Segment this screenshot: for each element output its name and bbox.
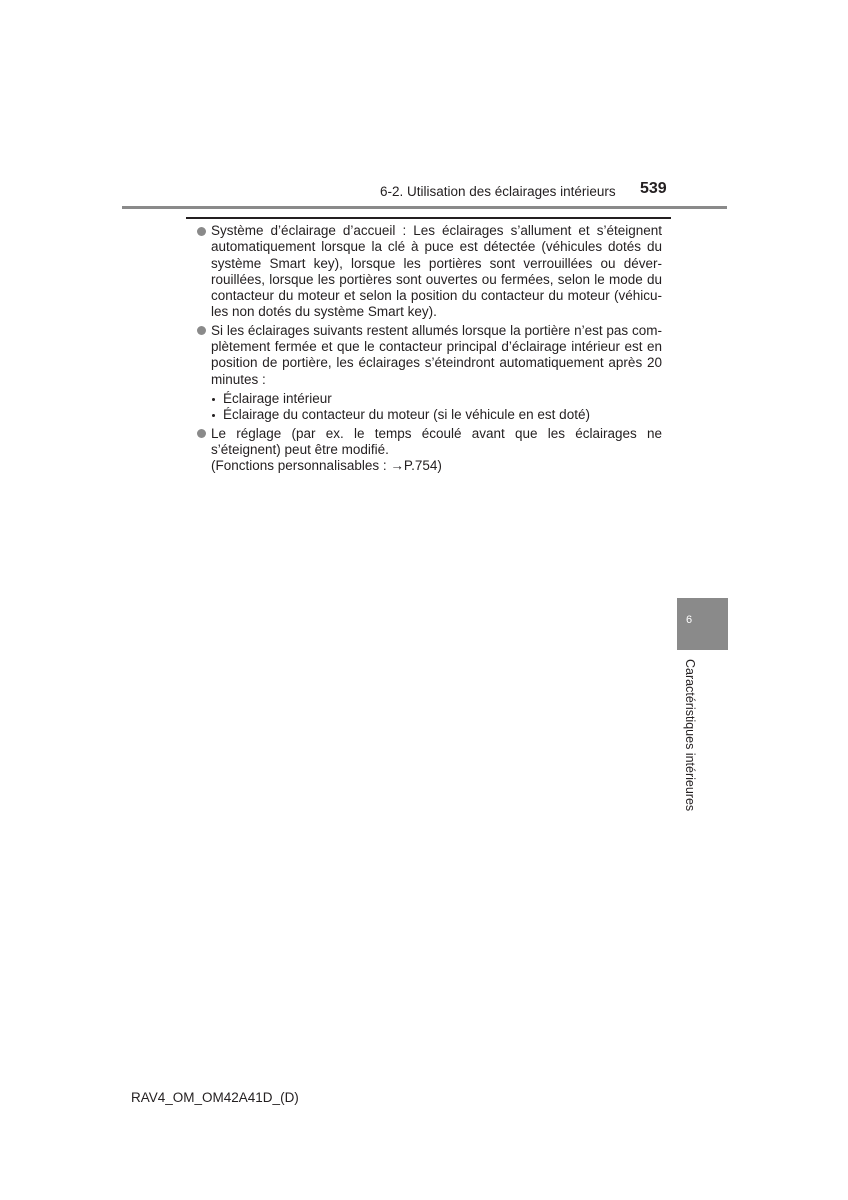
- paragraph-line: Le réglage (par ex. le temps écoulé avant que les éclairages ne s’éteignent): [211, 425, 662, 457]
- paragraph-line: 20 minutes :: [211, 355, 662, 387]
- list-item: [211, 407, 662, 423]
- chapter-number: 6: [686, 614, 693, 626]
- chapter-tab: [677, 598, 728, 650]
- paragraph-line: système Smart key), lorsque les portières sont verrouillées ou déver-: [211, 255, 662, 271]
- list-item-label: Éclairage du contacteur du moteur (si le véhicule en est doté): [223, 407, 590, 423]
- paragraph-line: les non dotés du système Smart key).: [211, 304, 437, 320]
- section-title: 6-2. Utilisation des éclairages intérieurs: [380, 184, 616, 199]
- paragraph-line: peut être modifié.: [284, 441, 389, 457]
- bullet-paragraph: [197, 323, 662, 388]
- dot-bullet-icon: [212, 414, 215, 417]
- header-rule: [122, 206, 727, 209]
- sub-list: [197, 391, 662, 424]
- page-number: 539: [640, 180, 667, 197]
- cross-reference-note: (Fonctions personnalisables : →P.754): [211, 458, 442, 474]
- circle-bullet-icon: [197, 429, 206, 438]
- circle-bullet-icon: [197, 227, 206, 236]
- paragraph-line: plètement fermée et que le contacteur principal d’éclairage intérieur est en: [211, 339, 662, 355]
- paragraph-line: contacteur du moteur et selon la position du contacteur du moteur (véhicu-: [211, 288, 662, 304]
- document-code: RAV4_OM_OM42A41D_(D): [131, 1090, 299, 1105]
- circle-bullet-icon: [197, 326, 206, 335]
- chapter-title: Caractéristiques intérieures: [683, 659, 697, 812]
- paragraph-line: automatiquement lorsque la clé à puce est détectée (véhicules dotés du: [211, 239, 662, 255]
- bullet-paragraph: [197, 426, 662, 459]
- list-item-label: Éclairage intérieur: [223, 390, 332, 406]
- main-content: [197, 223, 662, 474]
- bullet-paragraph: [197, 223, 662, 321]
- paragraph-line: Système d’éclairage d’accueil : Les éclairages s’allument et s’éteignent: [211, 223, 662, 238]
- list-item: [211, 391, 662, 407]
- paragraph-line: position de portière, les éclairages s’éteindront automatiquement après: [211, 355, 647, 371]
- dot-bullet-icon: [212, 398, 215, 401]
- paragraph-line: rouillées, lorsque les portières sont ouvertes ou fermées, selon le mode du: [211, 271, 662, 287]
- paragraph-line: Si les éclairages suivants restent allumés lorsque la portière n’est pas com-: [211, 322, 662, 338]
- content-rule: [186, 217, 671, 219]
